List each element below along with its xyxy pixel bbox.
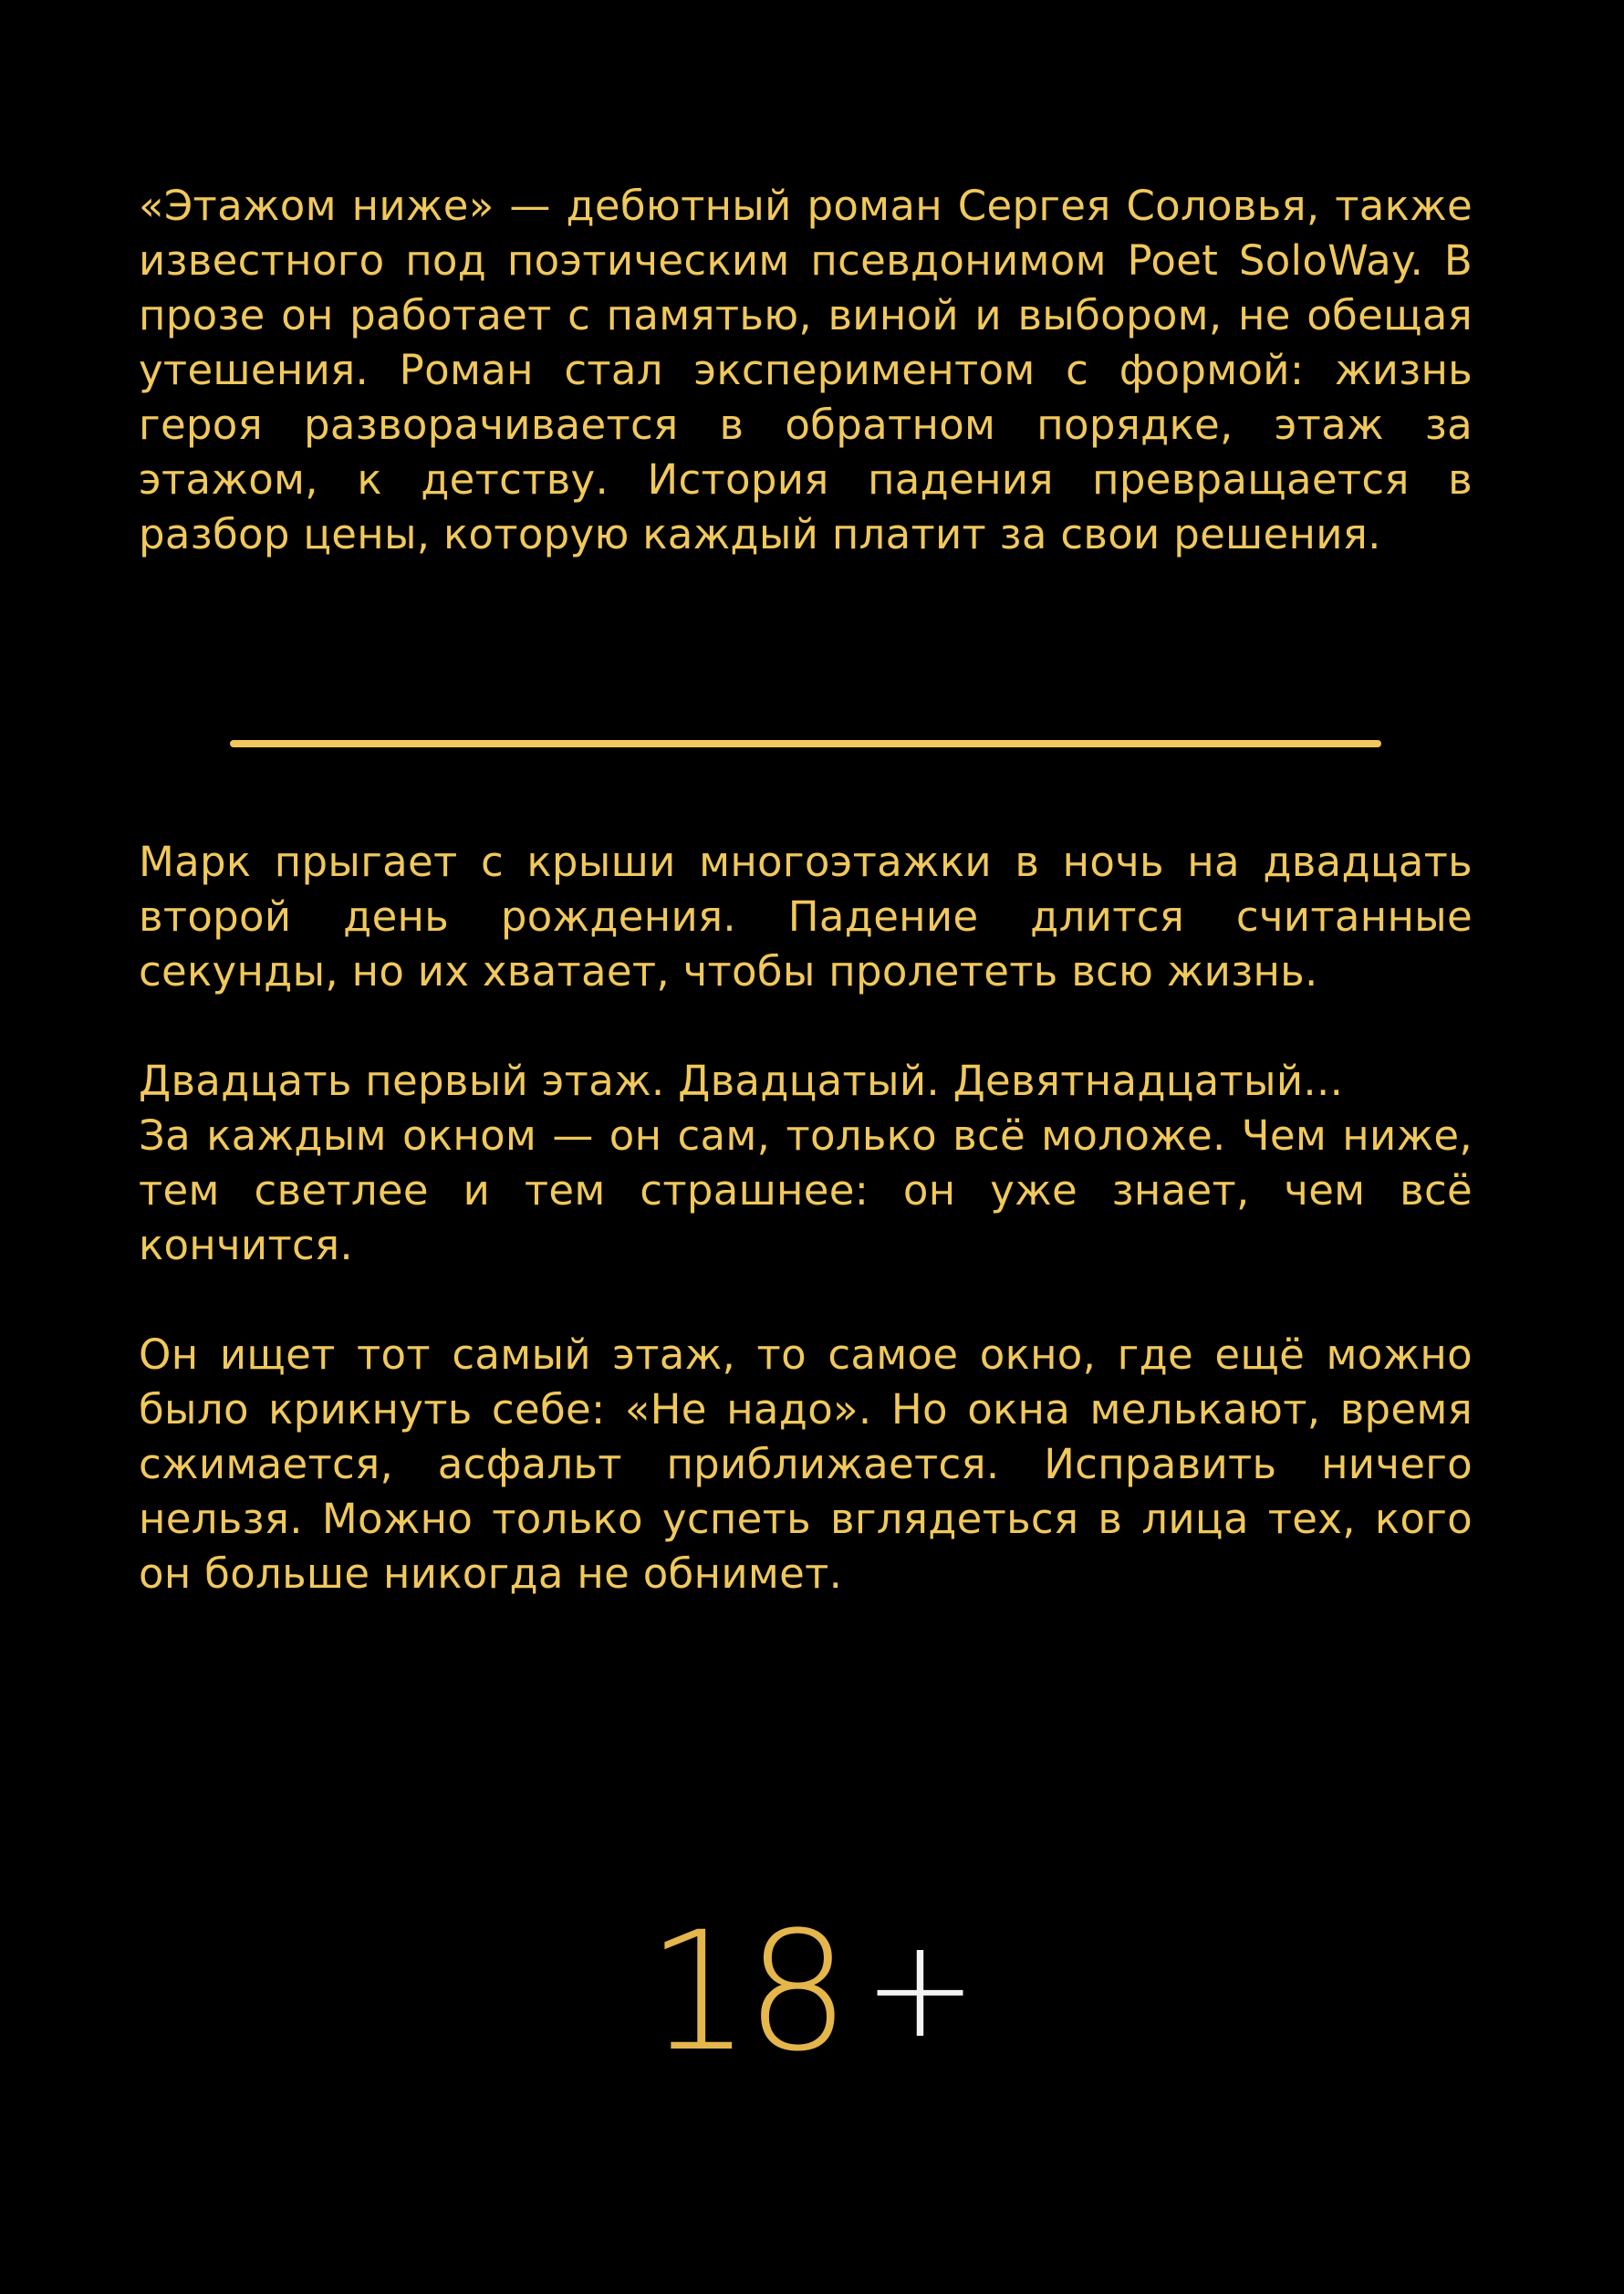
synopsis-paragraph-2-first-line: Двадцать первый этаж. Двадцатый. Девятнадцатый... [139, 1057, 1344, 1105]
synopsis-paragraph-2 [139, 1054, 1473, 1273]
synopsis-paragraph-2-rest: За каждым окном — он сам, только всё моложе. Чем ниже, тем светлее и тем страшнее: он уже знает, чем всё кончится. [139, 1111, 1473, 1269]
about-author-text [139, 179, 1473, 562]
age-rating-plus: + [862, 1910, 978, 2069]
age-rating-number: 18 [646, 1897, 845, 2088]
synopsis-text [139, 835, 1473, 1601]
age-rating [0, 1897, 1624, 2088]
section-divider [230, 740, 1381, 747]
about-paragraph: «Этажом ниже» — дебютный роман Сергея Соловья, также известного под поэтическим псевдонимом Poet SoloWay. В прозе он работает с памятью, виной и выбором, не обещая утешения. Роман стал экспериментом с формой: жизнь героя разворачивается в обратном порядке, этаж за этажом, к детству. История падения превращается в разбор цены, которую каждый платит за свои решения. [139, 182, 1473, 558]
synopsis-paragraph-1: Марк прыгает с крыши многоэтажки в ночь на двадцать второй день рождения. Падение длится считанные секунды, но их хватает, чтобы пролететь всю жизнь. [139, 838, 1473, 996]
synopsis-paragraph-3: Он ищет тот самый этаж, то самое окно, где ещё можно было крикнуть себе: «Не надо». Но окна мелькают, время сжимается, асфальт приближается. Исправить ничего нельзя. Можно только успеть вглядеться в лица тех, кого он больше никогда не обнимет. [139, 1330, 1473, 1598]
